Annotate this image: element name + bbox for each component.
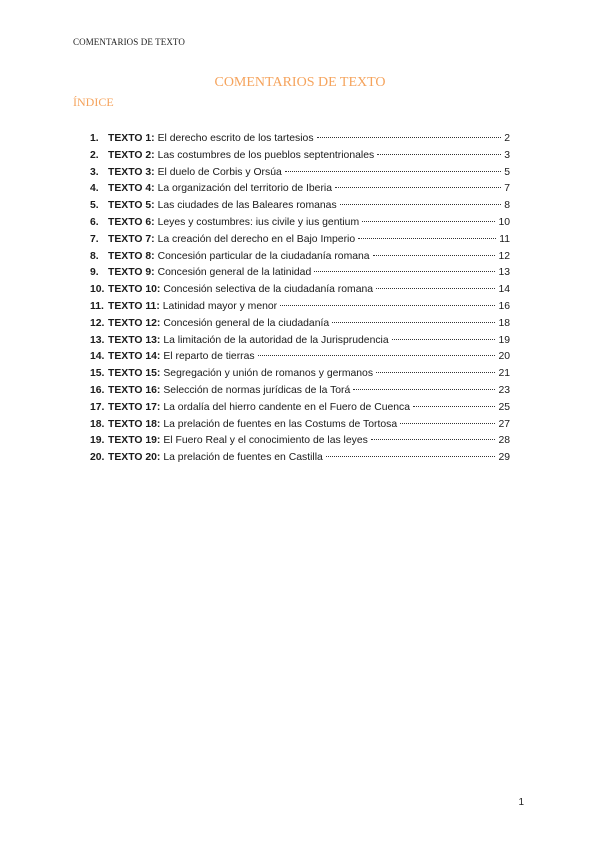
toc-entry-title: Concesión general de la latinidad bbox=[157, 267, 312, 279]
toc-entry-number: 8. bbox=[90, 250, 99, 262]
toc-entry-title: Selección de normas jurídicas de la Torá bbox=[163, 384, 351, 396]
toc-entry-title: Concesión general de la ciudadanía bbox=[163, 317, 330, 329]
toc-dot-leader bbox=[371, 439, 496, 440]
toc-entry-number: 11. bbox=[90, 300, 104, 312]
toc-entry-label: TEXTO 17: bbox=[108, 401, 161, 413]
toc-entry[interactable] bbox=[90, 383, 510, 400]
toc-dot-leader bbox=[335, 187, 501, 188]
toc-entry-page: 19 bbox=[498, 334, 510, 346]
toc-entry-page: 12 bbox=[498, 250, 510, 262]
toc-entry-number: 5. bbox=[90, 200, 99, 212]
toc-entry-label: TEXTO 19: bbox=[108, 435, 161, 447]
toc-entry-number: 7. bbox=[90, 233, 99, 245]
toc-entry-label: TEXTO 10: bbox=[108, 284, 161, 296]
toc-entry-page: 29 bbox=[498, 452, 510, 464]
toc-entry-title: El duelo de Corbis y Orsúa bbox=[157, 166, 282, 178]
toc-entry[interactable] bbox=[90, 165, 510, 182]
toc-entry[interactable] bbox=[90, 333, 510, 350]
toc-dot-leader bbox=[317, 137, 502, 138]
toc-entry[interactable] bbox=[90, 450, 510, 467]
toc-entry-title: La prelación de fuentes en las Costums de Tortosa bbox=[163, 418, 398, 430]
toc-entry-page: 23 bbox=[498, 384, 510, 396]
toc-entry-page: 8 bbox=[504, 200, 510, 212]
toc-entry-page: 25 bbox=[498, 401, 510, 413]
toc-entry[interactable] bbox=[90, 299, 510, 316]
toc-entry-page: 11 bbox=[499, 233, 510, 245]
toc-entry[interactable] bbox=[90, 232, 510, 249]
toc-entry-title: Leyes y costumbres: ius civile y ius gentium bbox=[157, 216, 360, 228]
toc-entry-label: TEXTO 11: bbox=[108, 300, 160, 312]
toc-entry-page: 3 bbox=[504, 149, 510, 161]
toc-entry-number: 20. bbox=[90, 452, 105, 464]
toc-entry-page: 14 bbox=[498, 284, 510, 296]
toc-entry-page: 20 bbox=[498, 351, 510, 363]
toc-entry[interactable] bbox=[90, 131, 510, 148]
toc-entry[interactable] bbox=[90, 282, 510, 299]
running-header: COMENTARIOS DE TEXTO bbox=[73, 37, 185, 47]
toc-entry-label: TEXTO 2: bbox=[108, 149, 155, 161]
toc-entry[interactable] bbox=[90, 349, 510, 366]
toc-dot-leader bbox=[362, 221, 495, 222]
toc-entry-number: 9. bbox=[90, 267, 99, 279]
toc-entry-label: TEXTO 1: bbox=[108, 133, 155, 144]
toc-entry-label: TEXTO 7: bbox=[108, 233, 155, 245]
toc-entry-title: La limitación de la autoridad de la Jurisprudencia bbox=[163, 334, 389, 346]
toc-entry-label: TEXTO 4: bbox=[108, 183, 155, 195]
toc-entry-title: La organización del territorio de Iberia bbox=[157, 183, 333, 195]
toc-dot-leader bbox=[353, 389, 495, 390]
toc-entry-title: El Fuero Real y el conocimiento de las leyes bbox=[163, 435, 368, 447]
toc-entry[interactable] bbox=[90, 433, 510, 450]
toc-entry-number: 19. bbox=[90, 435, 105, 447]
toc-entry-label: TEXTO 14: bbox=[108, 351, 161, 363]
toc-entry-label: TEXTO 3: bbox=[108, 166, 155, 178]
toc-entry-label: TEXTO 8: bbox=[108, 250, 155, 262]
toc-entry-page: 2 bbox=[504, 133, 510, 144]
toc-entry-page: 27 bbox=[498, 418, 510, 430]
toc-dot-leader bbox=[413, 406, 495, 407]
toc-entry-number: 1. bbox=[90, 133, 99, 144]
toc-entry[interactable] bbox=[90, 316, 510, 333]
toc-entry-number: 18. bbox=[90, 418, 105, 430]
toc-entry-page: 28 bbox=[498, 435, 510, 447]
toc-entry-page: 16 bbox=[498, 300, 510, 312]
toc-dot-leader bbox=[314, 271, 495, 272]
toc-entry-title: Las ciudades de las Baleares romanas bbox=[157, 200, 337, 212]
toc-entry-label: TEXTO 9: bbox=[108, 267, 155, 279]
toc-dot-leader bbox=[377, 154, 501, 155]
toc-entry[interactable] bbox=[90, 148, 510, 165]
toc-entry-label: TEXTO 13: bbox=[108, 334, 161, 346]
toc-entry-title: Segregación y unión de romanos y germanos bbox=[163, 368, 374, 380]
toc-entry[interactable] bbox=[90, 198, 510, 215]
toc-entry-number: 17. bbox=[90, 401, 105, 413]
toc-entry-number: 4. bbox=[90, 183, 99, 195]
toc-entry[interactable] bbox=[90, 181, 510, 198]
toc-entry[interactable] bbox=[90, 417, 510, 434]
toc-entry-label: TEXTO 12: bbox=[108, 317, 161, 329]
toc-dot-leader bbox=[392, 339, 496, 340]
toc-entry-label: TEXTO 5: bbox=[108, 200, 155, 212]
toc-dot-leader bbox=[376, 372, 495, 373]
toc-entry-title: Las costumbres de los pueblos septentrionales bbox=[157, 149, 375, 161]
toc-entry-label: TEXTO 20: bbox=[108, 452, 161, 464]
toc-entry-label: TEXTO 6: bbox=[108, 216, 155, 228]
toc-entry-title: La ordalía del hierro candente en el Fuero de Cuenca bbox=[163, 401, 411, 413]
table-of-contents bbox=[90, 131, 510, 467]
toc-dot-leader bbox=[340, 204, 502, 205]
toc-dot-leader bbox=[326, 456, 496, 457]
toc-entry-page: 5 bbox=[504, 166, 510, 178]
toc-dot-leader bbox=[358, 238, 496, 239]
toc-entry-title: El derecho escrito de los tartesios bbox=[157, 133, 314, 144]
toc-dot-leader bbox=[400, 423, 495, 424]
toc-entry-page: 18 bbox=[498, 317, 510, 329]
toc-entry[interactable] bbox=[90, 249, 510, 266]
toc-entry-number: 6. bbox=[90, 216, 99, 228]
toc-entry-number: 13. bbox=[90, 334, 105, 346]
toc-entry-title: Concesión selectiva de la ciudadanía romana bbox=[163, 284, 374, 296]
toc-dot-leader bbox=[258, 355, 496, 356]
toc-entry[interactable] bbox=[90, 215, 510, 232]
toc-entry-number: 10. bbox=[90, 284, 105, 296]
toc-entry-number: 15. bbox=[90, 368, 105, 380]
toc-entry-page: 13 bbox=[498, 267, 510, 279]
toc-entry-number: 12. bbox=[90, 317, 105, 329]
toc-entry-number: 14. bbox=[90, 351, 105, 363]
toc-entry-number: 16. bbox=[90, 384, 105, 396]
toc-entry-number: 2. bbox=[90, 149, 99, 161]
toc-dot-leader bbox=[285, 171, 501, 172]
toc-entry-title: El reparto de tierras bbox=[163, 351, 255, 363]
toc-entry-title: La creación del derecho en el Bajo Imperio bbox=[157, 233, 356, 245]
toc-dot-leader bbox=[280, 305, 495, 306]
toc-entry-title: La prelación de fuentes en Castilla bbox=[163, 452, 323, 464]
toc-entry-page: 21 bbox=[498, 368, 510, 380]
document-title: COMENTARIOS DE TEXTO bbox=[214, 75, 386, 90]
toc-entry-title: Latinidad mayor y menor bbox=[162, 300, 278, 312]
toc-dot-leader bbox=[376, 288, 495, 289]
toc-entry-page: 10 bbox=[498, 216, 510, 228]
toc-dot-leader bbox=[332, 322, 495, 323]
toc-entry-label: TEXTO 15: bbox=[108, 368, 161, 380]
toc-entry-label: TEXTO 18: bbox=[108, 418, 161, 430]
toc-entry-title: Concesión particular de la ciudadanía romana bbox=[157, 250, 370, 262]
toc-entry-number: 3. bbox=[90, 166, 99, 178]
toc-entry[interactable] bbox=[90, 366, 510, 383]
page-number: 1 bbox=[518, 797, 524, 808]
toc-dot-leader bbox=[373, 255, 496, 256]
toc-entry[interactable] bbox=[90, 400, 510, 417]
toc-entry[interactable] bbox=[90, 265, 510, 282]
index-heading: ÍNDICE bbox=[73, 95, 114, 109]
toc-entry-page: 7 bbox=[504, 183, 510, 195]
toc-entry-label: TEXTO 16: bbox=[108, 384, 161, 396]
